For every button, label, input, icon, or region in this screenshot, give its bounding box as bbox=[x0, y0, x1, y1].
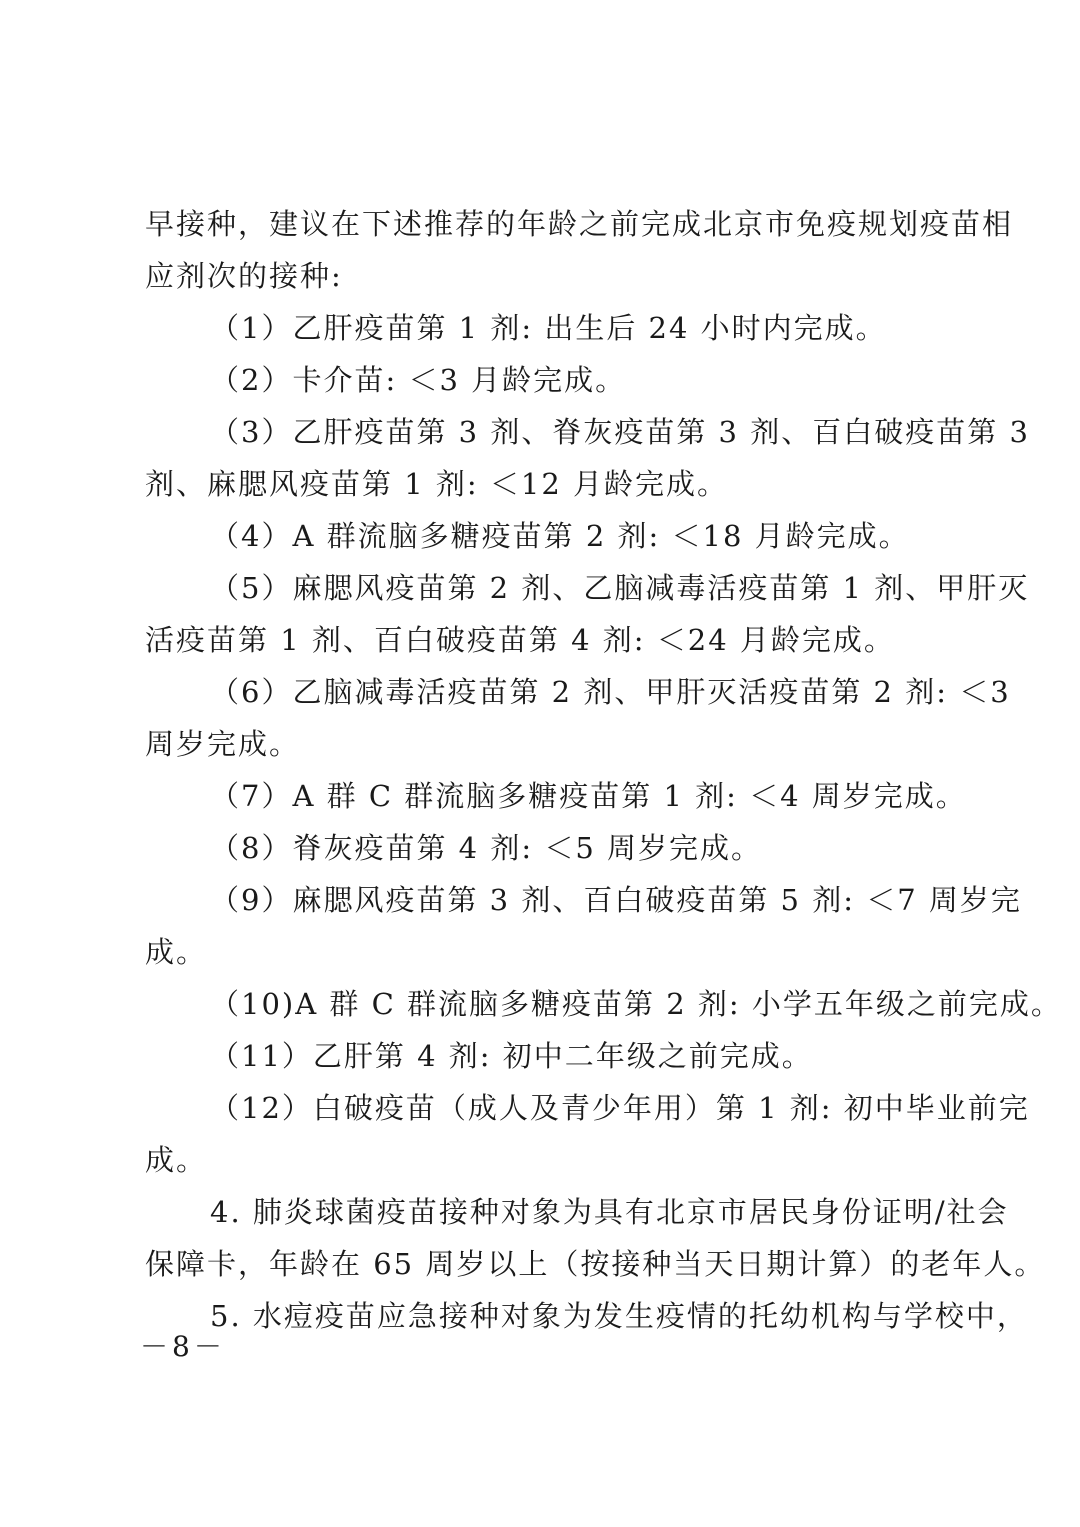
list-item-1: （1）乙肝疫苗第 1 剂: 出生后 24 小时内完成。 bbox=[210, 311, 887, 345]
list-item-4: （4）A 群流脑多糖疫苗第 2 剂: ＜18 月龄完成。 bbox=[210, 519, 910, 553]
list-item-9: （9）麻腮风疫苗第 3 剂、百白破疫苗第 5 剂: ＜7 周岁完 bbox=[210, 883, 1022, 917]
paragraph-4: 4. 肺炎球菌疫苗接种对象为具有北京市居民身份证明/社会 bbox=[210, 1195, 1009, 1229]
paragraph-4-continuation: 保障卡，年龄在 65 周岁以上（按接种当天日期计算）的老年人。 bbox=[145, 1247, 1046, 1281]
paragraph-5: 5. 水痘疫苗应急接种对象为发生疫情的托幼机构与学校中， bbox=[210, 1299, 1028, 1333]
list-item-11: （11）乙肝第 4 剂: 初中二年级之前完成。 bbox=[210, 1039, 813, 1073]
list-item-3-continuation: 剂、麻腮风疫苗第 1 剂: ＜12 月龄完成。 bbox=[145, 467, 728, 501]
list-item-6-continuation: 周岁完成。 bbox=[145, 727, 301, 761]
paragraph-line-continuation: 应剂次的接种: bbox=[145, 259, 343, 293]
list-item-7: （7）A 群 C 群流脑多糖疫苗第 1 剂: ＜4 周岁完成。 bbox=[210, 779, 967, 813]
list-item-5: （5）麻腮风疫苗第 2 剂、乙脑减毒活疫苗第 1 剂、甲肝灭 bbox=[210, 571, 1030, 605]
list-item-2: （2）卡介苗: ＜3 月龄完成。 bbox=[210, 363, 627, 397]
document-body bbox=[145, 198, 1062, 1342]
paragraph-line-continuation: 早接种，建议在下述推荐的年龄之前完成北京市免疫规划疫苗相 bbox=[145, 207, 1014, 241]
list-item-3: （3）乙肝疫苗第 3 剂、脊灰疫苗第 3 剂、百白破疫苗第 3 bbox=[210, 415, 1030, 449]
list-item-12-continuation: 成。 bbox=[145, 1143, 208, 1177]
list-item-5-continuation: 活疫苗第 1 剂、百白破疫苗第 4 剂: ＜24 月龄完成。 bbox=[145, 623, 895, 657]
list-item-8: （8）脊灰疫苗第 4 剂: ＜5 周岁完成。 bbox=[210, 831, 762, 865]
list-item-12: （12）白破疫苗（成人及青少年用）第 1 剂: 初中毕业前完 bbox=[210, 1091, 1030, 1125]
page-number: －8－ bbox=[140, 1330, 226, 1363]
list-item-10: （10)A 群 C 群流脑多糖疫苗第 2 剂: 小学五年级之前完成。 bbox=[210, 987, 1062, 1021]
list-item-9-continuation: 成。 bbox=[145, 935, 208, 969]
list-item-6: （6）乙脑减毒活疫苗第 2 剂、甲肝灭活疫苗第 2 剂: ＜3 bbox=[210, 675, 1011, 709]
